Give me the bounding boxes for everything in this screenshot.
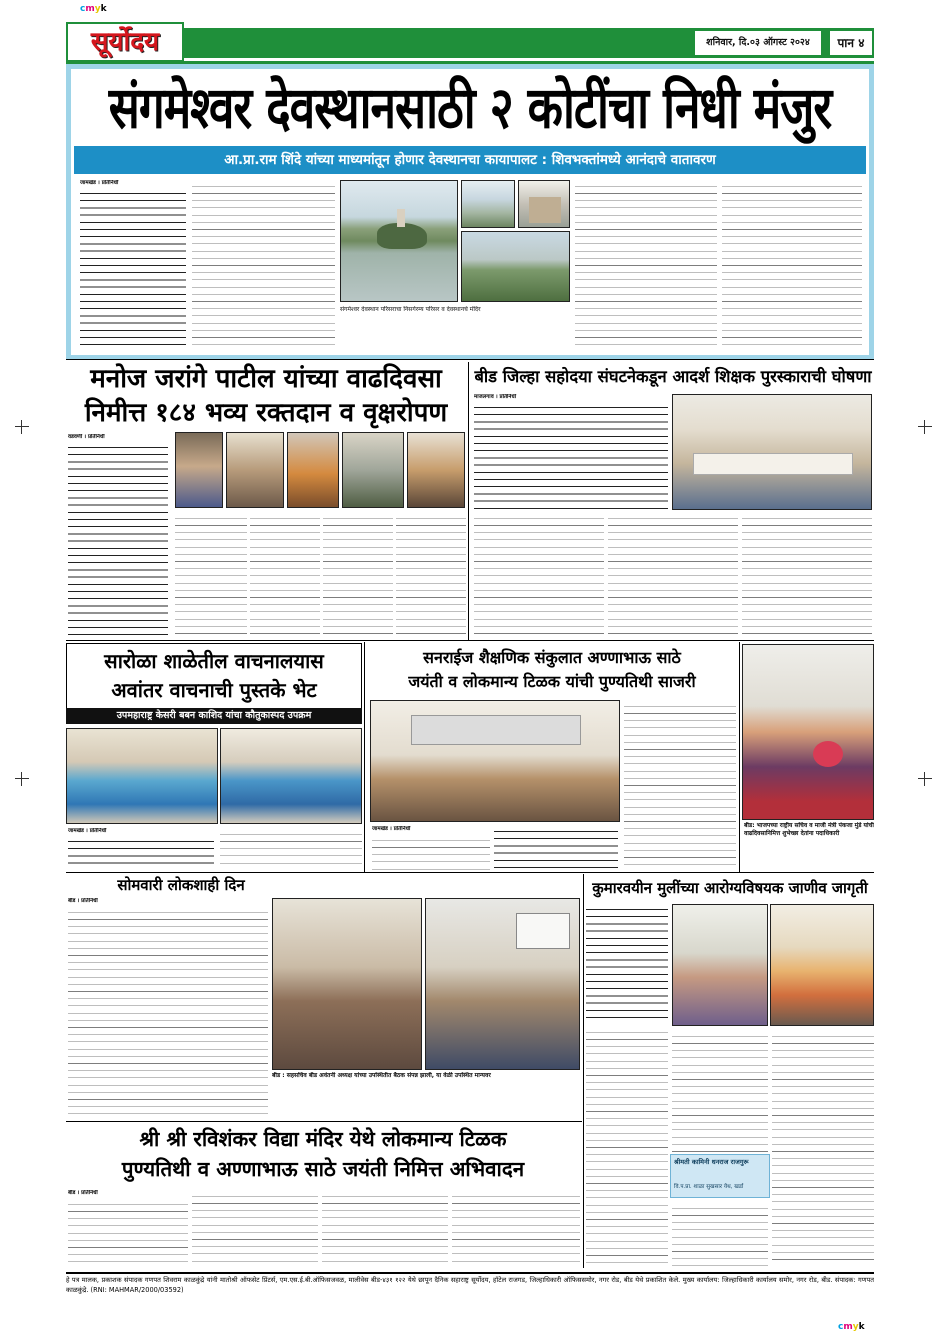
sarola-headline-2: अवांतर वाचनाची पुस्तके भेट bbox=[111, 678, 317, 702]
jarange-text-col-2 bbox=[175, 512, 247, 638]
beed-award-photo-meeting bbox=[672, 394, 872, 510]
masthead-date-box bbox=[694, 30, 822, 56]
lokshahi-byline: बीड । प्रतिनिधी bbox=[68, 898, 98, 904]
meeting-table bbox=[693, 453, 853, 475]
ravishankar-byline: बीड । प्रतिनिधी bbox=[68, 1190, 98, 1196]
jarange-photo-5 bbox=[407, 432, 465, 508]
jarange-text-col-1 bbox=[68, 442, 168, 638]
beed-award-text-col-2 bbox=[608, 512, 738, 638]
sunrise-text-col-1 bbox=[372, 834, 490, 870]
lead-subhead-band bbox=[74, 146, 866, 174]
lokshahi-text bbox=[68, 906, 268, 1118]
sunrise-text-col-3 bbox=[624, 700, 736, 870]
girls-health-profile-box bbox=[670, 1154, 770, 1198]
temple-building bbox=[529, 197, 561, 223]
girls-health-text-col-2 bbox=[672, 1030, 768, 1152]
profile-name: श्रीमती कामिनी धनराज राजगुरू bbox=[674, 1158, 749, 1166]
divider bbox=[583, 874, 584, 1268]
beed-award-text-col-3 bbox=[742, 512, 872, 638]
footer-imprint: हे पत्र मालक, प्रकाशक संपादक गणपत शिवराम काळकुंद्रे यांनी मातोश्री ऑफसेट प्रिंटर्स, एम.एस.ई.बी.ऑफिसजवळ, मालीवेस बीड-४३१ १२२ येथे छापून दैनिक सहाराष्ट्र सूर्योदय, हॉटेल राजगड, जिल्हाधिकारी ऑफिससमोर, नगर रोड, बीड येथे प्रकाशित केले. मुख्य कार्यालय: जिल्हाधिकारी कार्यालय समोर, नगर रोड, बीड. संपादक: गणपत काळकुंद्रे. (RNI: MAHMAR/2000/03592) bbox=[66, 1276, 874, 1294]
registration-mark bbox=[15, 772, 29, 786]
sarola-photo-2 bbox=[220, 728, 362, 824]
printmark-top: cmyk bbox=[80, 4, 107, 14]
divider bbox=[66, 872, 874, 873]
beed-award-text-top bbox=[474, 402, 668, 510]
girls-health-text-col-3 bbox=[772, 1030, 874, 1266]
lead-photo-caption: संगमेश्वर देवस्थान परिसराचा निसर्गरम्य परिसर व देवस्थानचे मंदिर bbox=[340, 306, 481, 313]
temple-spire bbox=[397, 209, 405, 227]
masthead-green-bar bbox=[184, 28, 874, 58]
beed-award-byline: माजलगाव । प्रतिनिधी bbox=[474, 394, 517, 400]
divider bbox=[66, 640, 874, 641]
lead-photo-temple-2 bbox=[518, 180, 570, 228]
lead-text-col-3 bbox=[575, 180, 717, 350]
ravishankar-headline-2: पुण्यतिथी व अण्णाभाऊ साठे जयंती निमित्त अभिवादन bbox=[121, 1157, 525, 1181]
profile-title: वि.प.प्रा. शाळा सुखसार येथ, खर्डा bbox=[674, 1184, 744, 1190]
sarola-photo-1 bbox=[66, 728, 218, 824]
jarange-headline-2: निमीत्त १८४ भव्य रक्तदान व वृक्षरोपण bbox=[84, 398, 448, 428]
divider bbox=[66, 359, 874, 360]
bouquet bbox=[813, 741, 843, 767]
girls-health-text-col-1b bbox=[586, 1026, 668, 1266]
jarange-headline-1: मनोज जरांगे पाटील यांच्या वाढदिवसा bbox=[90, 364, 442, 394]
beed-award-text-col-1 bbox=[474, 512, 604, 638]
beed-award-headline: बीड जिल्हा सहोदया संघटनेकडून आदर्श शिक्षक पुरस्काराची घोषणा bbox=[474, 367, 872, 386]
lead-text-col-2 bbox=[192, 180, 335, 350]
sarola-subhead: उपमहाराष्ट्र केसरी बबन काशिद यांचा कौतुकास्पद उपक्रम bbox=[116, 710, 312, 721]
sunrise-headline-1: सनराईज शैक्षणिक संकुलात अण्णाभाऊ साठे bbox=[423, 648, 681, 667]
sarola-byline: जामखेड । प्रतिनिधी bbox=[68, 828, 107, 834]
printmark-bottom: cmyk bbox=[838, 1322, 865, 1332]
projector-screen bbox=[516, 913, 570, 949]
lead-photo-temple-3 bbox=[461, 231, 570, 302]
lokshahi-photo-2 bbox=[425, 898, 580, 1070]
divider bbox=[66, 1121, 582, 1122]
girls-health-photo-1 bbox=[672, 904, 768, 1026]
lead-photo-temple-1 bbox=[461, 180, 515, 228]
ravishankar-text-col-3 bbox=[322, 1190, 448, 1266]
sarola-subhead-band bbox=[66, 708, 362, 724]
jarange-photo-4 bbox=[342, 432, 404, 508]
sarola-text-col-2 bbox=[220, 828, 362, 870]
sunrise-text-col-2 bbox=[494, 826, 618, 870]
jarange-photo-1 bbox=[175, 432, 223, 508]
page-number-box bbox=[829, 30, 873, 56]
felicitation-caption: बीड: भाजपच्या राष्ट्रीय सचिव व माजी मंत्री पंकजा मुंडे यांची वाढदिवसानिमित्त शुभेच्छा देतांना पदाधिकारी bbox=[744, 822, 874, 837]
lokshahi-photo-1 bbox=[272, 898, 422, 1070]
ravishankar-text-col-2 bbox=[192, 1190, 318, 1266]
jarange-photo-2 bbox=[226, 432, 284, 508]
lead-headline: संगमेश्वर देवस्थानसाठी २ कोटींचा निधी मंजुर bbox=[108, 73, 832, 142]
jarange-byline: वडवणी । प्रतिनिधी bbox=[68, 434, 105, 440]
ravishankar-text-col-1 bbox=[68, 1198, 188, 1266]
divider bbox=[364, 642, 365, 872]
masthead-logo bbox=[66, 22, 184, 62]
lead-subhead: आ.प्रा.राम शिंदे यांच्या माध्यमांतून होणार देवस्थानचा कायापालट : शिवभक्तांमध्ये आनंदाचे वातावरण bbox=[224, 152, 716, 168]
divider bbox=[468, 362, 469, 640]
registration-mark bbox=[918, 772, 932, 786]
registration-mark bbox=[15, 420, 29, 434]
sarola-text-col-1 bbox=[68, 836, 214, 870]
sunrise-headline-2: जयंती व लोकमान्य टिळक यांची पुण्यतिथी साजरी bbox=[408, 672, 696, 691]
girls-health-headline: कुमारवयीन मुलींच्या आरोग्यविषयक जाणीव जागृती bbox=[592, 879, 868, 897]
ravishankar-text-col-4 bbox=[452, 1190, 580, 1266]
divider bbox=[739, 642, 740, 872]
page-number: पान ४ bbox=[837, 36, 865, 50]
paper-name: सूर्योदय bbox=[90, 27, 160, 57]
lead-text-col-1 bbox=[80, 188, 186, 350]
girls-health-text-col-2b bbox=[672, 1202, 768, 1266]
jarange-text-col-4 bbox=[323, 512, 393, 638]
sunrise-banner bbox=[411, 715, 581, 745]
jarange-text-col-5 bbox=[396, 512, 466, 638]
jarange-text-col-3 bbox=[250, 512, 320, 638]
sarola-headline-1: सारोळा शाळेतील वाचनालयास bbox=[104, 649, 324, 673]
ravishankar-headline-1: श्री श्री रविशंकर विद्या मंदिर येथे लोकमान्य टिळक bbox=[139, 1127, 507, 1151]
registration-mark bbox=[918, 420, 932, 434]
lokshahi-caption: बीड : सहसचिव बीड अवंतनी अध्यक्ष यांच्या उपस्थितीत बैठक संपन्न झाली, या वेळी उपस्थित मान्यवर bbox=[272, 1072, 491, 1079]
issue-date: शनिवार, दि.०३ ऑगस्ट २०२४ bbox=[706, 37, 810, 48]
lead-text-col-4 bbox=[722, 180, 862, 350]
girls-health-photo-2 bbox=[770, 904, 874, 1026]
footer-imprint-box bbox=[66, 1272, 874, 1302]
jarange-photo-3 bbox=[287, 432, 339, 508]
masthead bbox=[66, 22, 874, 64]
girls-health-text-col-1 bbox=[586, 904, 668, 1022]
sunrise-photo bbox=[370, 700, 620, 822]
lead-photo-lake bbox=[340, 180, 458, 302]
lokshahi-headline: सोमवारी लोकशाही दिन bbox=[117, 876, 245, 894]
lead-byline: जामखेड । प्रतिनिधी bbox=[80, 180, 119, 186]
felicitation-photo bbox=[742, 644, 874, 820]
sunrise-byline: जामखेड । प्रतिनिधी bbox=[372, 826, 411, 832]
